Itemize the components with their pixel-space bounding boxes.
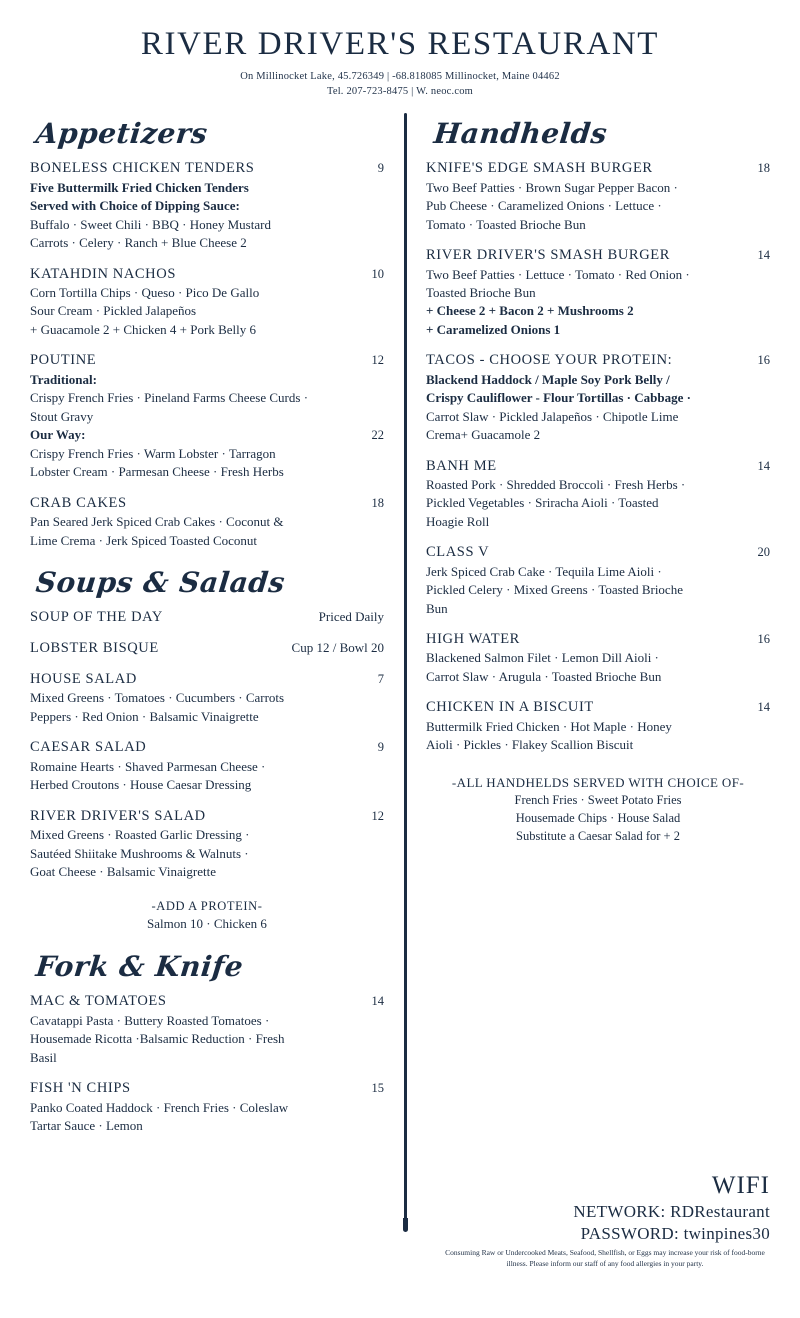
item-name: RIVER DRIVER'S SMASH BURGER xyxy=(426,247,671,264)
item-desc-line: Jerk Spiced Crab Cake · Tequila Lime Aioli · xyxy=(426,563,662,579)
item-desc-line: Carrot Slaw · Arugula · Toasted Brioche Bun xyxy=(426,668,662,684)
item-desc-line: Roasted Pork · Shredded Broccoli · Fresh Herbs · xyxy=(426,476,686,492)
menu-item xyxy=(426,631,770,686)
item-price: 9 xyxy=(377,740,384,755)
item-desc-line: Mixed Greens · Tomatoes · Cucumbers · Carrots xyxy=(30,690,285,706)
item-desc-line: Five Buttermilk Fried Chicken Tenders xyxy=(30,179,249,195)
item-desc-line: Basil xyxy=(30,1049,57,1065)
menu-item xyxy=(30,808,384,882)
item-desc-line: Blackend Haddock / Maple Soy Pork Belly / xyxy=(426,371,670,387)
item-desc-line: Blackened Salmon Filet · Lemon Dill Aioli · xyxy=(426,650,659,666)
address-line-2: Tel. 207-723-8475 | W. neoc.com xyxy=(326,86,474,98)
item-name: SOUP OF THE DAY xyxy=(30,609,163,626)
menu-item xyxy=(30,993,384,1067)
item-desc-line: Romaine Hearts · Shaved Parmesan Cheese · xyxy=(30,758,266,774)
item-sub-price: 22 xyxy=(371,428,384,443)
item-name: HOUSE SALAD xyxy=(30,671,137,688)
item-desc-line: Aioli · Pickles · Flakey Scallion Biscuit xyxy=(426,737,634,753)
item-desc-line: Mixed Greens · Roasted Garlic Dressing · xyxy=(30,827,250,843)
item-price: 12 xyxy=(371,353,384,368)
menu-item xyxy=(426,352,770,444)
menu-item xyxy=(426,247,770,339)
menu-item xyxy=(30,495,384,550)
item-desc-line: Carrots · Celery · Ranch + Blue Cheese 2 xyxy=(30,235,247,251)
item-desc-line: Sautéed Shiitake Mushrooms & Walnuts · xyxy=(30,845,249,861)
item-desc-line: Housemade Ricotta ·Balsamic Reduction · Fresh xyxy=(30,1031,285,1047)
menu-item xyxy=(30,352,384,481)
item-desc-line: Hoagie Roll xyxy=(426,513,490,529)
item-desc-line: Traditional: xyxy=(30,371,97,387)
item-desc-line: Two Beef Patties · Brown Sugar Pepper Bacon · xyxy=(426,179,678,195)
item-desc-line: Pan Seared Jerk Spiced Crab Cakes · Coconut & xyxy=(30,514,284,530)
item-desc-line: + Caramelized Onions 1 xyxy=(426,321,561,337)
item-desc-line: Crispy French Fries · Warm Lobster · Tarragon xyxy=(30,445,276,461)
item-desc-line: Herbed Croutons · House Caesar Dressing xyxy=(30,777,252,793)
item-price: 9 xyxy=(377,161,384,176)
note-line: Housemade Chips · House Salad xyxy=(515,810,681,825)
menu-item xyxy=(426,458,770,532)
item-desc-line: Corn Tortilla Chips · Queso · Pico De Gallo xyxy=(30,285,260,301)
menu-item xyxy=(30,739,384,794)
item-name: RIVER DRIVER'S SALAD xyxy=(30,807,206,824)
item-desc-line: Crema+ Guacamole 2 xyxy=(426,427,541,443)
add-a-protein-note xyxy=(30,899,384,932)
menu-item xyxy=(30,1080,384,1135)
item-desc-line: Pub Cheese · Caramelized Onions · Lettuce · xyxy=(426,198,662,214)
item-name: KATAHDIN NACHOS xyxy=(30,265,176,282)
note-title: -ADD A PROTEIN- xyxy=(151,899,263,914)
item-name: KNIFE'S EDGE SMASH BURGER xyxy=(426,160,653,177)
right-column xyxy=(398,113,770,1148)
item-name: FISH 'N CHIPS xyxy=(30,1080,131,1097)
item-price: 20 xyxy=(757,545,770,560)
menu-item xyxy=(30,266,384,340)
left-column xyxy=(30,113,398,1148)
item-price: Priced Daily xyxy=(318,609,384,625)
item-desc-line: Served with Choice of Dipping Sauce: xyxy=(30,198,240,214)
menu-item xyxy=(30,671,384,726)
item-name: MAC & TOMATOES xyxy=(30,993,167,1010)
note-title: -ALL HANDHELDS SERVED WITH CHOICE OF- xyxy=(451,774,745,790)
menu-item xyxy=(30,160,384,252)
item-desc-line: Crispy Cauliflower - Flour Tortillas · Cabbage · xyxy=(426,390,691,406)
health-disclaimer: Consuming Raw or Undercooked Meats, Seafood, Shellfish, or Eggs may increase your risk of food-borne illness. Please inform our staff of any food allergies in your party. xyxy=(445,1248,765,1269)
item-desc-line: Stout Gravy xyxy=(30,408,94,424)
page-title: RIVER DRIVER'S RESTAURANT xyxy=(140,26,660,62)
item-name: TACOS - CHOOSE YOUR PROTEIN: xyxy=(426,352,673,369)
item-desc-line: Tomato · Toasted Brioche Bun xyxy=(426,216,586,232)
menu-item xyxy=(30,640,384,657)
address-line-1: On Millinocket Lake, 45.726349 | -68.818085 Millinocket, Maine 04462 xyxy=(240,71,560,82)
section-heading-handhelds: Handhelds xyxy=(432,117,609,151)
item-sub-label: Our Way: xyxy=(30,427,86,443)
item-name: BANH ME xyxy=(426,457,497,474)
item-price: 16 xyxy=(757,353,770,368)
handhelds-sides-note xyxy=(426,775,770,845)
column-divider xyxy=(404,113,407,1228)
item-desc-line: Bun xyxy=(426,600,448,616)
item-desc-line: Peppers · Red Onion · Balsamic Vinaigrette xyxy=(30,708,259,724)
item-desc-line: Panko Coated Haddock · French Fries · Coleslaw xyxy=(30,1099,289,1115)
item-price: 12 xyxy=(371,808,384,823)
note-line: Substitute a Caesar Salad for + 2 xyxy=(516,828,680,843)
item-desc-line: Sour Cream · Pickled Jalapeños xyxy=(30,303,197,319)
menu-item xyxy=(426,160,770,234)
item-desc-line: Lime Crema · Jerk Spiced Toasted Coconut xyxy=(30,532,258,548)
item-desc-line: Carrot Slaw · Pickled Jalapeños · Chipotle Lime xyxy=(426,408,679,424)
item-name: LOBSTER BISQUE xyxy=(30,640,159,657)
wifi-title: WIFI xyxy=(711,1172,770,1199)
item-desc-line: + Guacamole 2 + Chicken 4 + Pork Belly 6 xyxy=(30,321,256,337)
note-line: French Fries · Sweet Potato Fries xyxy=(514,792,682,807)
menu-columns xyxy=(30,113,770,1148)
item-desc-line: Goat Cheese · Balsamic Vinaigrette xyxy=(30,863,216,879)
item-price: 7 xyxy=(377,672,384,687)
item-price: Cup 12 / Bowl 20 xyxy=(291,640,384,656)
note-body: Salmon 10 · Chicken 6 xyxy=(147,916,267,932)
item-price: 18 xyxy=(757,161,770,176)
item-desc-line: Buffalo · Sweet Chili · BBQ · Honey Mustard xyxy=(30,216,271,232)
item-price: 14 xyxy=(757,248,770,263)
item-desc-line: Buttermilk Fried Chicken · Hot Maple · Honey xyxy=(426,718,672,734)
item-price: 18 xyxy=(371,495,384,510)
item-name: POUTINE xyxy=(30,352,97,369)
item-name: CRAB CAKES xyxy=(30,494,127,511)
item-price: 15 xyxy=(371,1081,384,1096)
item-desc-line: Toasted Brioche Bun xyxy=(426,285,536,301)
item-price: 16 xyxy=(757,632,770,647)
wifi-network: NETWORK: RDRestaurant xyxy=(573,1202,770,1221)
item-desc-line: + Cheese 2 + Bacon 2 + Mushrooms 2 xyxy=(426,303,634,319)
item-name: HIGH WATER xyxy=(426,631,520,648)
menu-item xyxy=(426,699,770,754)
item-desc-line: Pickled Vegetables · Sriracha Aioli · Toasted xyxy=(426,495,659,511)
section-heading-fork-knife: Fork & Knife xyxy=(34,950,245,984)
item-name: BONELESS CHICKEN TENDERS xyxy=(30,160,255,177)
item-desc-line: Cavatappi Pasta · Buttery Roasted Tomatoes · xyxy=(30,1012,270,1028)
item-price: 10 xyxy=(371,266,384,281)
item-price: 14 xyxy=(757,700,770,715)
item-desc-line: Crispy French Fries · Pineland Farms Cheese Curds · xyxy=(30,390,309,406)
menu-item xyxy=(426,544,770,618)
item-desc-line: Tartar Sauce · Lemon xyxy=(30,1118,143,1134)
item-name: CAESAR SALAD xyxy=(30,739,147,756)
wifi-password: PASSWORD: twinpines30 xyxy=(580,1224,770,1243)
wifi-block xyxy=(430,1172,770,1244)
item-desc-line: Two Beef Patties · Lettuce · Tomato · Red Onion · xyxy=(426,266,690,282)
item-desc-line: Lobster Cream · Parmesan Cheese · Fresh Herbs xyxy=(30,464,284,480)
item-name: CHICKEN IN A BISCUIT xyxy=(426,699,594,716)
item-desc-line: Pickled Celery · Mixed Greens · Toasted Brioche xyxy=(426,582,683,598)
section-heading-soups-salads: Soups & Salads xyxy=(34,566,287,600)
section-heading-appetizers: Appetizers xyxy=(34,117,210,151)
menu-item xyxy=(30,609,384,626)
item-price: 14 xyxy=(757,458,770,473)
item-price: 14 xyxy=(371,994,384,1009)
item-name: CLASS V xyxy=(426,544,490,561)
